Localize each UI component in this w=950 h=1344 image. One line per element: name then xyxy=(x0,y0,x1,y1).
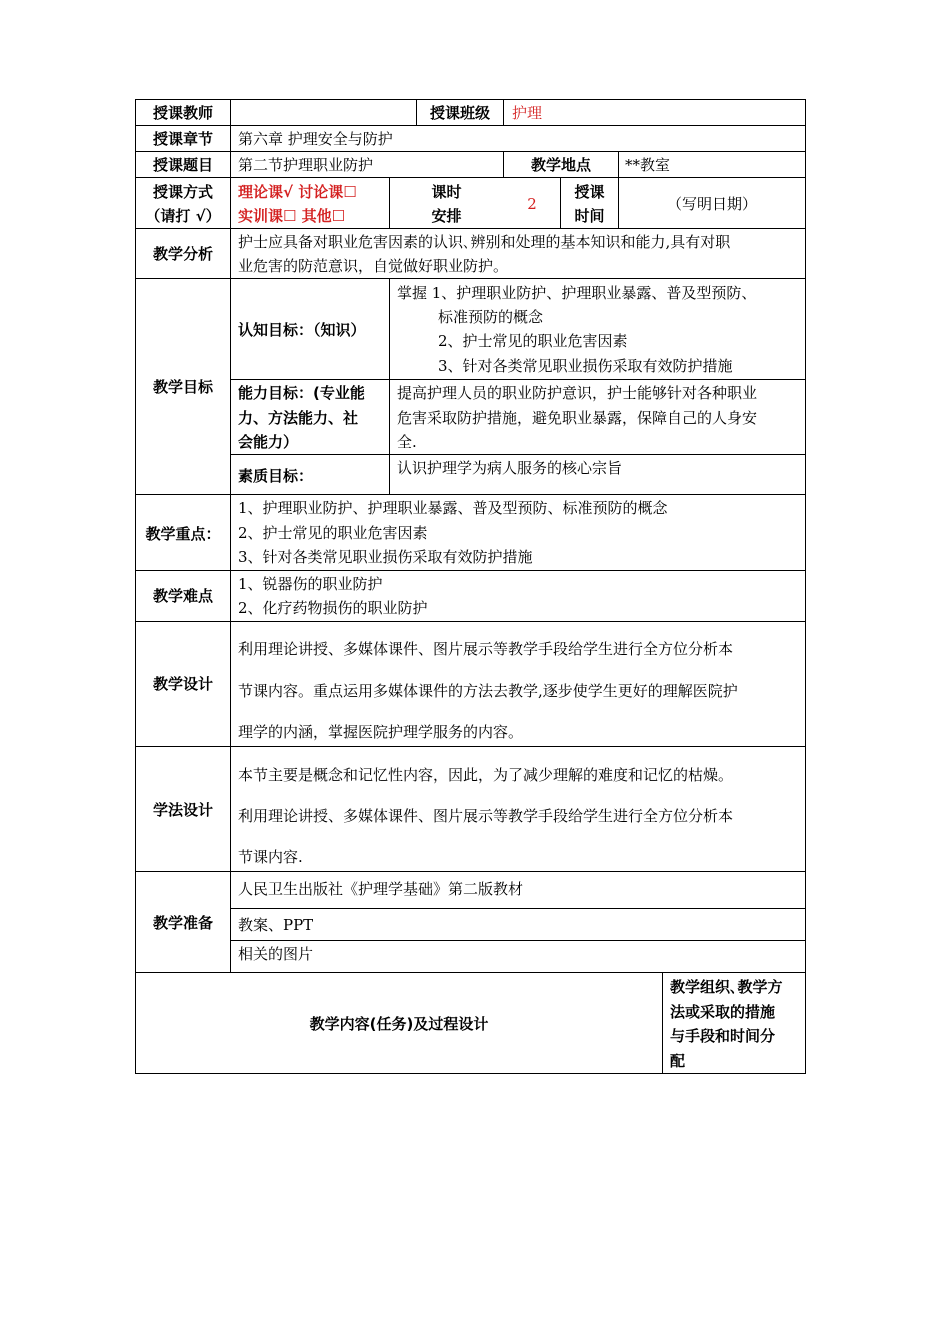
analysis-text-line2: 业危害的防范意识，自觉做好职业防护。 xyxy=(238,257,509,275)
preparation-item: 教案、PPT xyxy=(238,916,314,934)
class-value[interactable]: 护理 xyxy=(512,104,543,122)
row-divider xyxy=(135,746,806,747)
col-divider xyxy=(389,278,390,495)
time-value[interactable]: （写明日期） xyxy=(666,195,757,213)
hours-label-line2: 安排 xyxy=(431,207,462,225)
time-label-line1: 授课 xyxy=(574,183,605,201)
method-label-line1: 授课方式 xyxy=(152,183,213,201)
method-options-line2[interactable]: 实训课☐ 其他☐ xyxy=(238,207,346,225)
row-divider xyxy=(135,278,806,279)
class-label: 授课班级 xyxy=(429,104,490,122)
difficulty-line: 1、锐器伤的职业防护 xyxy=(238,575,383,593)
table-border-bottom xyxy=(135,1073,806,1074)
hours-value[interactable]: 2 xyxy=(527,195,537,213)
study-line: 利用理论讲授、多媒体课件、图片展示等教学手段给学生进行全方位分析本 xyxy=(238,807,734,825)
chapter-label: 授课章节 xyxy=(152,130,213,148)
study-label: 学法设计 xyxy=(152,801,213,819)
key-point-line: 1、护理职业防护、护理职业暴露、普及型预防、标准预防的概念 xyxy=(238,499,668,517)
content-process-label: 教学内容(任务)及过程设计 xyxy=(309,1015,489,1033)
difficulty-line: 2、化疗药物损伤的职业防护 xyxy=(238,599,428,617)
design-line: 节课内容。重点运用多媒体课件的方法去教学,逐步使学生更好的理解医院护 xyxy=(238,682,738,700)
org-method-line: 与手段和时间分 xyxy=(670,1027,776,1045)
preparation-item: 相关的图片 xyxy=(238,945,314,963)
design-label: 教学设计 xyxy=(152,675,213,693)
topic-label: 授课题目 xyxy=(152,156,213,174)
row-divider xyxy=(230,454,806,455)
design-line: 利用理论讲授、多媒体课件、图片展示等教学手段给学生进行全方位分析本 xyxy=(238,640,734,658)
location-label: 教学地点 xyxy=(530,156,591,174)
cognitive-objective-line: 掌握 1、护理职业防护、护理职业暴露、普及型预防、 xyxy=(397,284,757,302)
objectives-label: 教学目标 xyxy=(152,378,213,396)
table-border-top xyxy=(135,99,806,100)
ability-objective-label-line: 力、方法能力、社 xyxy=(238,409,359,427)
quality-objective-value: 认识护理学为病人服务的核心宗旨 xyxy=(397,459,623,477)
location-value[interactable]: **教室 xyxy=(625,156,671,174)
method-label-line2: （请打 √） xyxy=(145,207,221,225)
table-border-right xyxy=(805,99,806,1074)
ability-objective-label-line: 会能力） xyxy=(238,433,299,451)
row-divider xyxy=(230,908,806,909)
quality-objective-label: 素质目标： xyxy=(238,467,314,485)
row-divider xyxy=(135,972,806,973)
key-point-line: 2、护士常见的职业危害因素 xyxy=(238,524,428,542)
time-label-line2: 时间 xyxy=(574,207,605,225)
row-divider xyxy=(135,871,806,872)
preparation-label: 教学准备 xyxy=(152,914,213,932)
chapter-value[interactable]: 第六章 护理安全与防护 xyxy=(238,130,393,148)
row-divider xyxy=(135,228,806,229)
row-divider xyxy=(135,177,806,178)
analysis-text-line1: 护士应具备对职业危害因素的认识､辨别和处理的基本知识和能力,具有对职 xyxy=(238,233,731,251)
ability-objective-line: 全. xyxy=(397,433,417,451)
difficulties-label: 教学难点 xyxy=(152,587,213,605)
org-method-line: 配 xyxy=(670,1052,686,1070)
row-divider xyxy=(135,570,806,571)
row-divider xyxy=(230,940,806,941)
study-line: 本节主要是概念和记忆性内容，因此，为了减少理解的难度和记忆的枯燥。 xyxy=(238,766,734,784)
org-method-line: 教学组织､教学方 xyxy=(670,978,783,996)
row-divider xyxy=(135,151,806,152)
hours-label-line1: 课时 xyxy=(431,183,462,201)
cognitive-objective-line: 2、护士常见的职业危害因素 xyxy=(438,332,628,350)
row-divider xyxy=(135,125,806,126)
key-points-label: 教学重点： xyxy=(145,525,221,543)
org-method-line: 法或采取的措施 xyxy=(670,1003,776,1021)
ability-objective-line: 危害采取防护措施，避免职业暴露，保障自己的人身安 xyxy=(397,409,758,427)
row-divider xyxy=(135,621,806,622)
teacher-label: 授课教师 xyxy=(152,104,213,122)
ability-objective-label-line: 能力目标：(专业能 xyxy=(238,384,365,402)
method-options-line1[interactable]: 理论课√ 讨论课☐ xyxy=(238,183,357,201)
analysis-label: 教学分析 xyxy=(152,245,213,263)
cognitive-objective-label: 认知目标：（知识） xyxy=(238,321,366,339)
preparation-item: 人民卫生出版社《护理学基础》第二版教材 xyxy=(238,880,524,898)
cognitive-objective-line: 3、针对各类常见职业损伤采取有效防护措施 xyxy=(438,357,733,375)
study-line: 节课内容. xyxy=(238,848,303,866)
topic-value[interactable]: 第二节护理职业防护 xyxy=(238,156,374,174)
design-line: 理学的内涵，掌握医院护理学服务的内容。 xyxy=(238,723,524,741)
ability-objective-line: 提高护理人员的职业防护意识，护士能够针对各种职业 xyxy=(397,384,758,402)
key-point-line: 3、针对各类常见职业损伤采取有效防护措施 xyxy=(238,548,533,566)
cognitive-objective-line: 标准预防的概念 xyxy=(438,308,544,326)
row-divider xyxy=(230,379,806,380)
row-divider xyxy=(135,494,806,495)
